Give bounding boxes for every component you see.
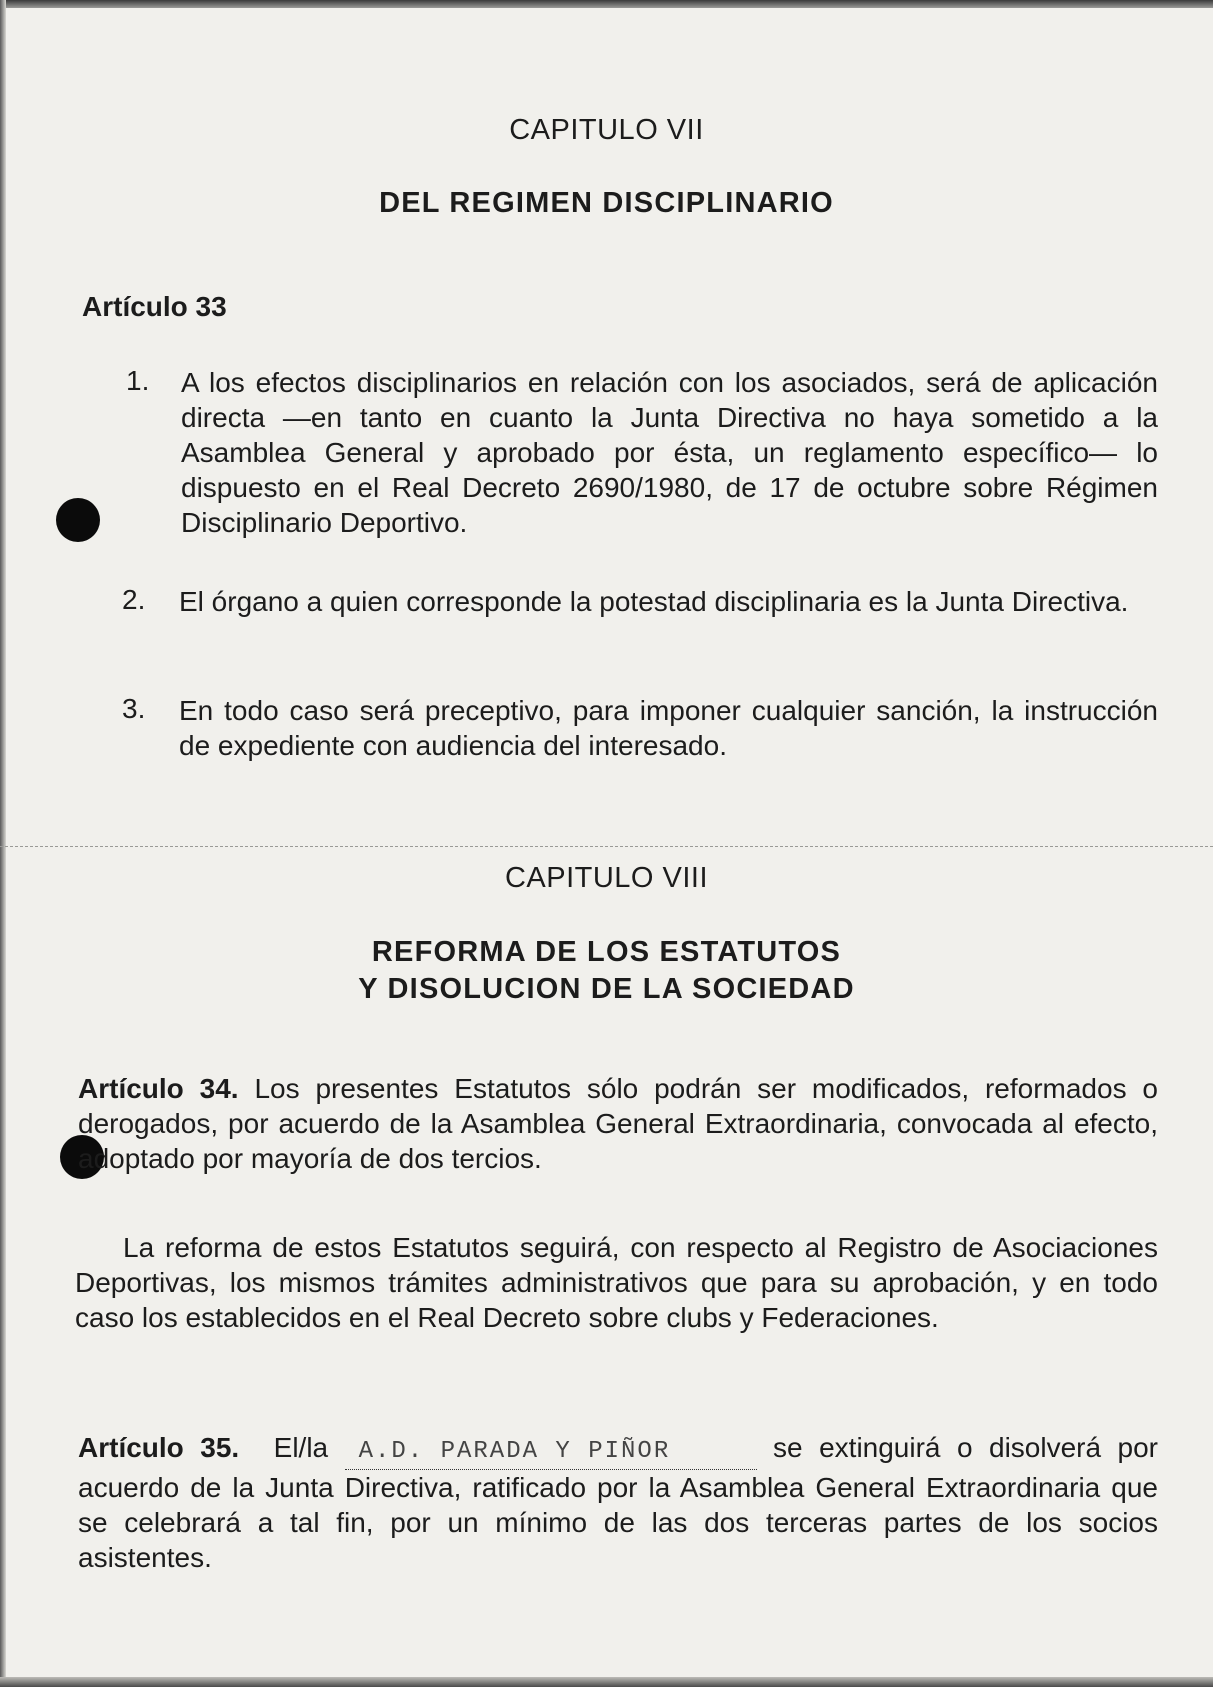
article-33-item-1: A los efectos disciplinarios en relación con los asociados, será de aplicación directa —en tanto en cuanto la Junta Directiva no haya sometido a la Asamblea General y aprobado por ésta, un reglamento específico— lo dispuesto en el Real Decreto 2690/1980, de 17 de octubre sobre Régimen Disciplinario Deportivo. — [181, 367, 1158, 538]
article-34-paragraph-1 — [78, 1071, 1158, 1176]
chapter-8-subtitle-line-1: REFORMA DE LOS ESTATUTOS — [371, 936, 842, 968]
article-34-text: Los presentes Estatutos sólo podrán ser modificados, reformados o derogados, por acuerdo de la Asamblea General Extraordinaria, convocada al efecto, adoptado por mayoría de dos tercios. — [78, 1073, 1159, 1174]
club-name-field — [345, 1430, 757, 1470]
chapter-7-subtitle: DEL REGIMEN DISCIPLINARIO — [379, 187, 834, 219]
article-34-title: Artículo 34. — [78, 1073, 239, 1104]
item-number: 1. — [126, 365, 150, 396]
scan-edge-top — [0, 0, 1213, 8]
article-35-prefix: El/la — [273, 1432, 329, 1463]
article-33-title: Artículo 33 — [82, 291, 227, 322]
scan-edge-left — [0, 0, 6, 1687]
article-35-text: se extinguirá o disolverá por acuerdo de la Junta Directiva, ratificado por la Asamblea General Extraordinaria que se celebrará a tal fin, por un mínimo de las dos terceras partes de los socios asistentes. — [78, 1432, 1158, 1573]
item-number: 2. — [122, 584, 146, 615]
punch-hole — [56, 498, 100, 542]
article-33-item-3: En todo caso será preceptivo, para imponer cualquier sanción, la instrucción de expediente con audiencia del interesado. — [179, 695, 1158, 761]
fold-line — [0, 846, 1213, 847]
scan-edge-bottom — [0, 1677, 1213, 1687]
item-number: 3. — [122, 693, 146, 724]
chapter-7-title: CAPITULO VII — [509, 114, 704, 146]
article-34-paragraph-2: La reforma de estos Estatutos seguirá, con respecto al Registro de Asociaciones Deportivas, los mismos trámites administrativos que para su aprobación, y en todo caso los establecidos en el Real Decreto sobre clubs y Federaciones. — [75, 1232, 1158, 1333]
article-35-title: Artículo 35. — [78, 1432, 240, 1463]
article-33-item-2: El órgano a quien corresponde la potestad disciplinaria es la Junta Directiva. — [179, 586, 1129, 617]
club-name-typed: A.D. PARADA Y PIÑOR — [358, 1438, 671, 1465]
chapter-8-title: CAPITULO VIII — [504, 862, 709, 894]
chapter-8-subtitle-line-2: Y DISOLUCION DE LA SOCIEDAD — [358, 973, 855, 1005]
article-35-paragraph — [78, 1430, 1158, 1575]
